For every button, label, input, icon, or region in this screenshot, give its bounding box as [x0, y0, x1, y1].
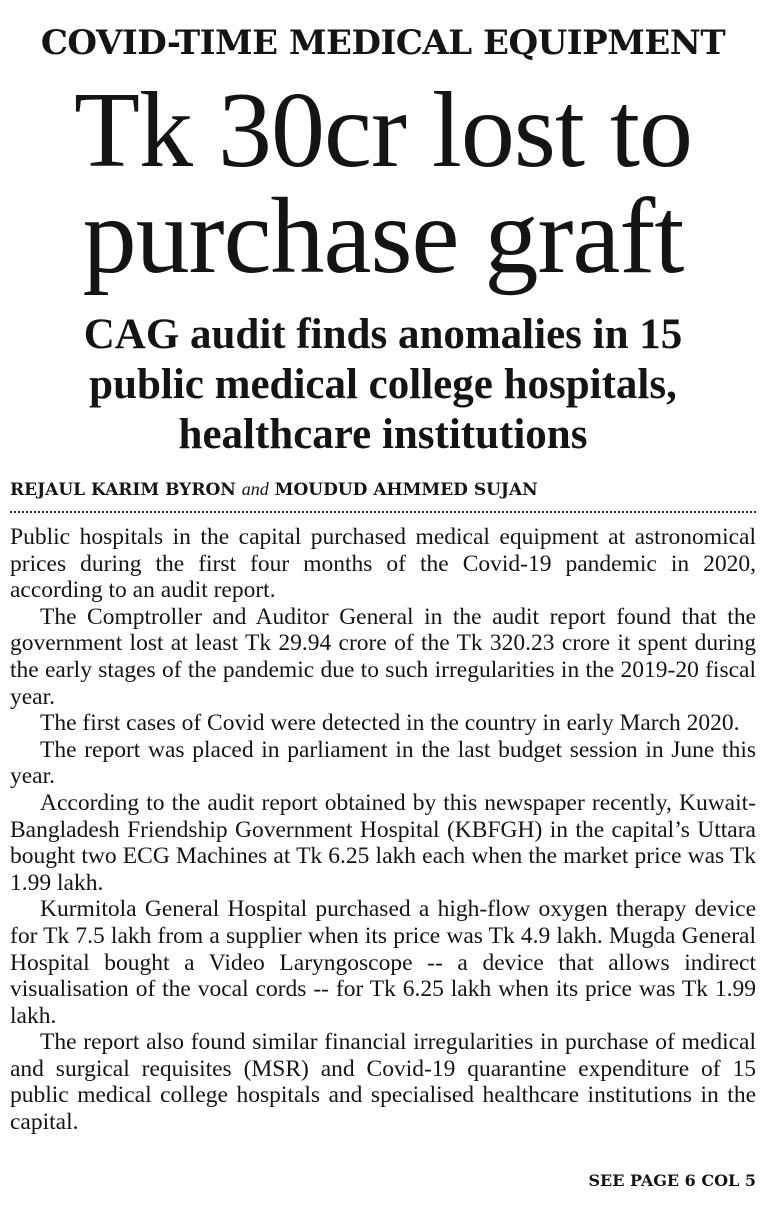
headline [10, 71, 756, 296]
byline-author: REJAUL KARIM BYRON [10, 480, 236, 500]
body-paragraph: The first cases of Covid were detected in the country in early March 2020. [40, 710, 740, 737]
byline [10, 478, 756, 501]
headline-line: Tk 30cr lost to [74, 71, 692, 190]
subheadline-line: public medical college hospitals, [89, 361, 677, 408]
body-paragraph: The Comptroller and Auditor General in the audit report found that the government lost at least Tk 29.94 crore of the Tk 320.23 crore it spent during the early stages of the pandemic due to such irregularities in the 2019-20 fiscal year. [10, 603, 756, 710]
headline-line: purchase graft [82, 177, 684, 296]
dotted-divider [10, 511, 756, 513]
body-paragraph: According to the audit report obtained by this newspaper recently, Kuwait-Bangladesh Friendship Government Hospital (KBFGH) in the capital’s Uttara bought two ECG Machines at Tk 6.25 lakh each when the market price was Tk 1.99 lakh. [10, 789, 756, 896]
subheadline-line: healthcare institutions [178, 411, 588, 458]
byline-author: MOUDUD AHMMED SUJAN [274, 480, 538, 500]
body-paragraph: The report also found similar financial irregularities in purchase of medical and surgical requisites (MSR) and Covid-19 quarantine expenditure of 15 public medical college hospitals and specialised healthcare institutions in the capital. [10, 1029, 756, 1136]
continued-on-label: SEE PAGE 6 COL 5 [588, 1171, 756, 1190]
kicker: COVID-TIME MEDICAL EQUIPMENT [40, 23, 726, 63]
subheadline-line: CAG audit finds anomalies in 15 [83, 311, 683, 358]
byline-conjunction: and [241, 479, 269, 499]
body-paragraph: The report was placed in parliament in the last budget session in June this year. [10, 736, 756, 790]
body-paragraph: Kurmitola General Hospital purchased a high-flow oxygen therapy device for Tk 7.5 lakh from a supplier when its price was Tk 4.9 lakh. Mugda General Hospital bought a Video Laryngoscope -- a device that allows indirect visualisation of the vocal cords -- for Tk 6.25 lakh when its price was Tk 1.99 lakh. [10, 896, 756, 1029]
subheadline [10, 310, 756, 460]
article-body [10, 524, 756, 1136]
body-paragraph: Public hospitals in the capital purchased medical equipment at astronomical prices during the first four months of the Covid-19 pandemic in 2020, according to an audit report. [10, 524, 756, 604]
